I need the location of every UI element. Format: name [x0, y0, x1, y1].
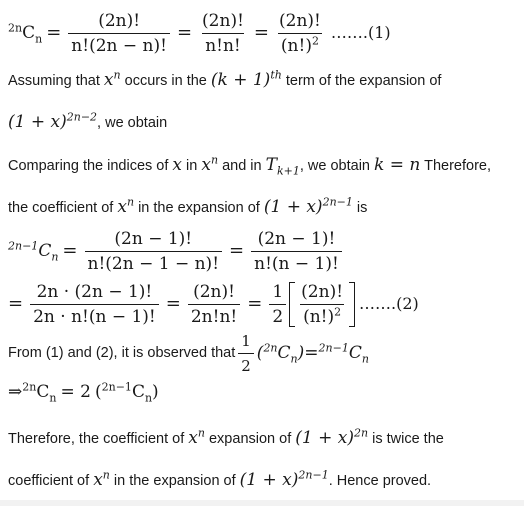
eq3-tag: …….(2)	[359, 294, 419, 313]
bottom-strip	[0, 500, 524, 506]
l8-half: $\frac{1}{2}$	[238, 331, 254, 376]
eq3-frac-2: $\frac{(2n)!}{2n!n!}$	[188, 282, 240, 327]
paragraph-line-8: From (1) and (2), it is observed that $\frac{1}{2}$ $(^{2n}C_n)$ = $^{2n-1}C_n$	[8, 331, 369, 375]
eq1-lhs-sub: n	[35, 32, 43, 46]
eq2-frac-1: $\frac{(2n - 1)!}{n!(2n - 1 - n)!}$	[85, 229, 223, 274]
eq1-lhs-sup: 2n	[8, 21, 23, 35]
paragraph-line-2: Assuming that $x^n$ occurs in the $(k + 1)^{th}$ term of the expansion of	[8, 68, 442, 90]
eq1-frac-1: $\frac{(2n)!}{n!(2n - n)!}$	[68, 11, 170, 56]
paragraph-line-9: $\Rightarrow^{2n}C_n = 2$ $(^{2n-1}C_n)$	[8, 380, 159, 405]
equation-2: $^{2n-1}C_n$ = $\frac{(2n - 1)!}{n!(2n - 1 - n)!}$ = $\frac{(2n - 1)!}{n!(n - 1)!}$	[8, 226, 345, 276]
eq3-square-bracket: $\frac{(2n)!}{(n!)^2}$	[289, 282, 355, 327]
equation-1: $^{2n}C_n$ = $\frac{(2n)!}{n!(2n - n)!}$ = $\frac{(2n)!}{n!n!}$ = $\frac{(2n)!}{(n!)^2}$ …….(1)	[8, 10, 391, 56]
eq1-frac-3: $\frac{(2n)!}{(n!)^2}$	[279, 10, 321, 56]
eq1-tag: …….(1)	[330, 23, 391, 42]
paragraph-line-10: Therefore, the coefficient of $x^n$ expansion of $(1 + x)^{2n}$ is twice the	[8, 426, 444, 448]
eq1-frac-2: $\frac{(2n)!}{n!n!}$	[202, 10, 244, 56]
eq3-half: $\frac{1}{2}$	[269, 282, 286, 327]
eq2-frac-2: $\frac{(2n - 1)!}{n!(n - 1)!}$	[251, 229, 342, 274]
paragraph-line-4: Comparing the indices of x in $x^n$ and in $T_{k+1}$, we obtain k = n Therefore,	[8, 153, 492, 178]
equation-3: = $\frac{2n \cdot (2n - 1)!}{2n \cdot n!(n - 1)!}$ = $\frac{(2n)!}{2n!n!}$ = $\frac{1}{2}$ $\frac{(2n)!}{(n!)^2}$ …….(2)	[8, 281, 419, 327]
paragraph-line-11: coefficient of $x^n$ in the expansion of $(1 + x)^{2n-1}$. Hence proved.	[8, 468, 432, 490]
eq3-frac-1: $\frac{2n \cdot (2n - 1)!}{2n \cdot n!(n - 1)!}$	[30, 282, 159, 327]
eq1-lhs-C: C	[22, 23, 36, 43]
paragraph-line-5: the coefficient of $x^n$ in the expansion of $(1 + x)^{2n-1}$ is	[8, 195, 368, 217]
paragraph-line-3: $(1 + x)^{2n-2}$, we obtain	[8, 110, 168, 132]
